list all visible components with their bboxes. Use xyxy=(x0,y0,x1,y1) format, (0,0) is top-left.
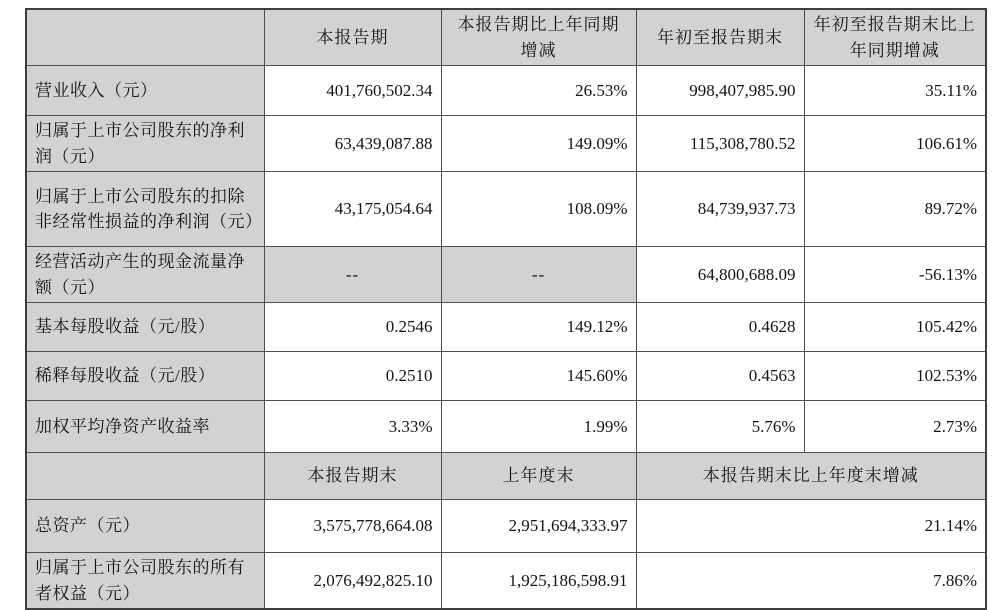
header-prev-year-end: 上年度末 xyxy=(441,453,636,500)
cell-excl-nonrecurring-current-yoy: 108.09% xyxy=(441,172,636,247)
cell-basic-eps-ytd: 0.4628 xyxy=(636,303,804,352)
cell-roe-ytd: 5.76% xyxy=(636,401,804,453)
label-net-profit-excl-nonrecurring: 归属于上市公司股东的扣除非经常性损益的净利润（元） xyxy=(26,172,264,247)
row-equity-attributable xyxy=(26,553,986,610)
header-period-end-change: 本报告期末比上年度末增减 xyxy=(636,453,986,500)
row-basic-eps xyxy=(26,303,986,352)
cell-basic-eps-current: 0.2546 xyxy=(264,303,441,352)
row-net-profit-attributable xyxy=(26,116,986,172)
cell-diluted-eps-current-yoy: 145.60% xyxy=(441,352,636,401)
header-stub-cell xyxy=(26,9,264,66)
header2-stub-cell xyxy=(26,453,264,500)
cell-roe-current: 3.33% xyxy=(264,401,441,453)
label-weighted-avg-roe: 加权平均净资产收益率 xyxy=(26,401,264,453)
cell-equity-current: 2,076,492,825.10 xyxy=(264,553,441,610)
cell-diluted-eps-ytd: 0.4563 xyxy=(636,352,804,401)
cell-excl-nonrecurring-ytd-yoy: 89.72% xyxy=(804,172,986,247)
cell-total-assets-prev: 2,951,694,333.97 xyxy=(441,500,636,553)
label-basic-eps: 基本每股收益（元/股） xyxy=(26,303,264,352)
cell-net-profit-ytd: 115,308,780.52 xyxy=(636,116,804,172)
row-weighted-avg-roe xyxy=(26,401,986,453)
row-operating-revenue xyxy=(26,66,986,116)
financial-summary-table xyxy=(25,8,987,610)
label-net-profit-attributable: 归属于上市公司股东的净利润（元） xyxy=(26,116,264,172)
cell-net-profit-current-yoy: 149.09% xyxy=(441,116,636,172)
cell-operating-revenue-ytd-yoy: 35.11% xyxy=(804,66,986,116)
cell-excl-nonrecurring-ytd: 84,739,937.73 xyxy=(636,172,804,247)
cell-diluted-eps-ytd-yoy: 102.53% xyxy=(804,352,986,401)
label-diluted-eps: 稀释每股收益（元/股） xyxy=(26,352,264,401)
cell-roe-ytd-yoy: 2.73% xyxy=(804,401,986,453)
cell-net-profit-ytd-yoy: 106.61% xyxy=(804,116,986,172)
section2-header-row xyxy=(26,453,986,500)
cell-diluted-eps-current: 0.2510 xyxy=(264,352,441,401)
cell-basic-eps-current-yoy: 149.12% xyxy=(441,303,636,352)
header-period-end: 本报告期末 xyxy=(264,453,441,500)
header-current-period-yoy: 本报告期比上年同期增减 xyxy=(441,9,636,66)
label-operating-cash-flow: 经营活动产生的现金流量净额（元） xyxy=(26,247,264,303)
label-total-assets: 总资产（元） xyxy=(26,500,264,553)
cell-roe-current-yoy: 1.99% xyxy=(441,401,636,453)
cell-equity-prev: 1,925,186,598.91 xyxy=(441,553,636,610)
cell-operating-revenue-current-yoy: 26.53% xyxy=(441,66,636,116)
cell-cash-flow-current: -- xyxy=(264,247,441,303)
section1-header-row xyxy=(26,9,986,66)
cell-excl-nonrecurring-current: 43,175,054.64 xyxy=(264,172,441,247)
row-net-profit-excl-nonrecurring xyxy=(26,172,986,247)
cell-total-assets-change: 21.14% xyxy=(636,500,986,553)
cell-net-profit-current: 63,439,087.88 xyxy=(264,116,441,172)
cell-operating-revenue-ytd: 998,407,985.90 xyxy=(636,66,804,116)
header-ytd-yoy: 年初至报告期末比上年同期增减 xyxy=(804,9,986,66)
row-total-assets xyxy=(26,500,986,553)
cell-total-assets-current: 3,575,778,664.08 xyxy=(264,500,441,553)
cell-cash-flow-ytd-yoy: -56.13% xyxy=(804,247,986,303)
row-diluted-eps xyxy=(26,352,986,401)
row-operating-cash-flow xyxy=(26,247,986,303)
header-ytd: 年初至报告期末 xyxy=(636,9,804,66)
label-operating-revenue: 营业收入（元） xyxy=(26,66,264,116)
cell-basic-eps-ytd-yoy: 105.42% xyxy=(804,303,986,352)
cell-cash-flow-current-yoy: -- xyxy=(441,247,636,303)
cell-equity-change: 7.86% xyxy=(636,553,986,610)
cell-cash-flow-ytd: 64,800,688.09 xyxy=(636,247,804,303)
label-equity-attributable: 归属于上市公司股东的所有者权益（元） xyxy=(26,553,264,610)
header-current-period: 本报告期 xyxy=(264,9,441,66)
cell-operating-revenue-current: 401,760,502.34 xyxy=(264,66,441,116)
